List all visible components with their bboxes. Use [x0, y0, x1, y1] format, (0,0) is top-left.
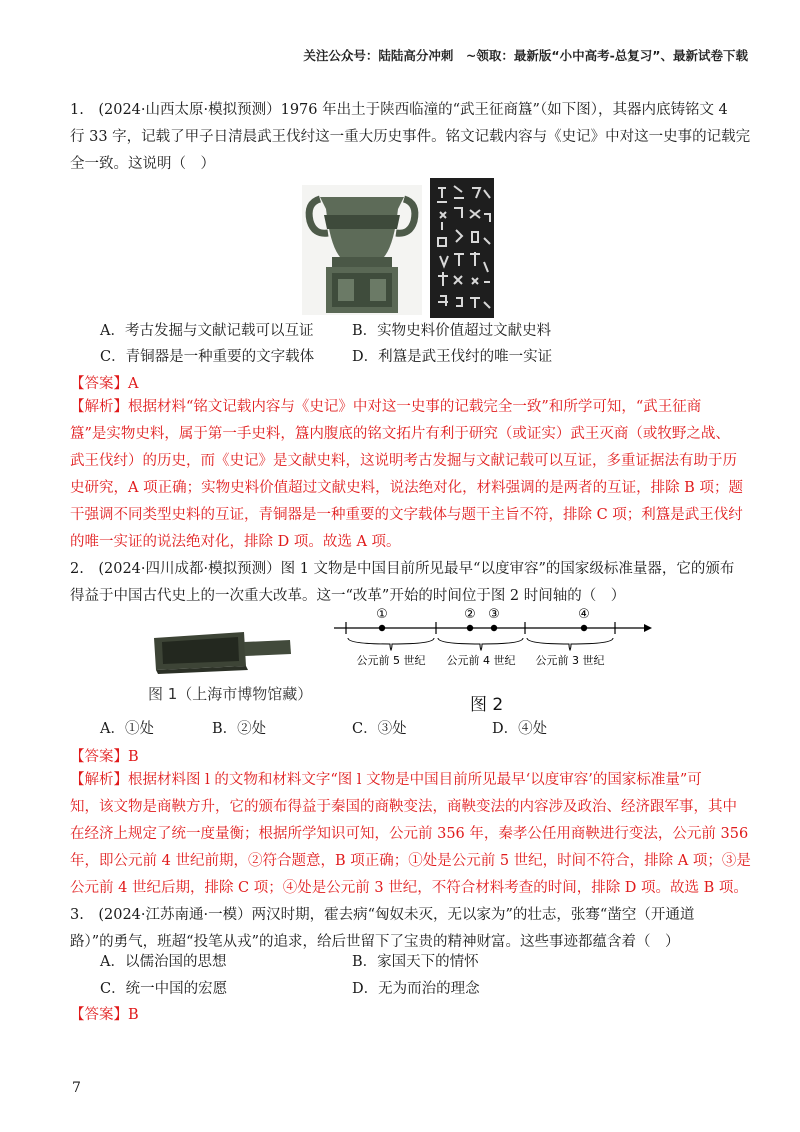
q3-option-c: C．统一中国的宏愿: [100, 981, 228, 997]
q3-answer: 【答案】B: [70, 1007, 139, 1023]
q1-analysis-line-6: 的唯一实证的说法绝对化，排除 D 项。故选 A 项。: [70, 534, 401, 550]
figure-1-caption: 图 1（上海市博物馆藏）: [148, 685, 313, 703]
q1-analysis-line-1: 【解析】根据材料“铭文记载内容与《史记》中对这一史事的记载完全一致”和所学可知，“武王征商: [70, 399, 702, 415]
shang-yang-measure-image: [148, 620, 298, 675]
q2-analysis-line-4: 年，即公元前 4 世纪前期，②符合题意，B 项正确；①处是公元前 5 世纪，时间不符合，排除 A 项；③是: [70, 853, 751, 869]
timeline-marker-2: ②: [464, 607, 476, 622]
q3-stem-line-2: 路）”的勇气，班超“投笔从戎”的追求，给后世留下了宝贵的精神财富。这些事迹都蕴含着（ ）: [70, 934, 680, 950]
q2-option-a: A．①处: [100, 721, 154, 737]
timeline-figure: [332, 604, 652, 674]
q2-option-c: C．③处: [352, 721, 407, 737]
q1-analysis-line-3: 武王伐纣）的历史，而《史记》是文献史料，这说明考古发掘与文献记载可以互证，多重证据法有助于历: [70, 453, 737, 469]
timeline-marker-4: ④: [578, 607, 590, 622]
timeline-segment-2: 公元前 4 世纪: [446, 654, 516, 667]
q3-stem-line-1: 3. (2024·江苏南通·一模）两汉时期，霍去病“匈奴未灭，无以家为”的壮志，张骞“凿空（开通道: [70, 907, 695, 923]
q1-analysis-line-4: 史研究，A 项正确；实物史料价值超过文献史料，说法绝对化，材料强调的是两者的互证，排除 B 项；题: [70, 480, 743, 496]
inscription-rubbing-image: [430, 178, 494, 318]
q1-stem-line-1: 1. (2024·山西太原·模拟预测）1976 年出土于陕西临潼的“武王征商簋”（如下图），其器内底铸铭文 4: [70, 102, 728, 118]
q1-analysis-line-5: 干强调不同类型史料的互证，青铜器是一种重要的文字载体与题干主旨不符，排除 C 项；利簋是武王伐纣: [70, 507, 743, 523]
q2-answer: 【答案】B: [70, 749, 139, 765]
q2-analysis-line-5: 公元前 4 世纪后期，排除 C 项；④处是公元前 3 世纪，不符合材料考查的时间，排除 D 项。故选 B 项。: [70, 880, 748, 896]
q1-option-b: B．实物史料价值超过文献史料: [352, 323, 552, 339]
q1-option-a: A．考古发掘与文献记载可以互证: [100, 323, 314, 339]
q1-stem-line-3: 全一致。这说明（ ）: [70, 156, 215, 172]
q2-stem-line-2: 得益于中国古代史上的一次重大改革。这一“改革”开始的时间位于图 2 时间轴的（ ）: [70, 588, 626, 604]
q2-analysis-line-2: 知，该文物是商鞅方升，它的颁布得益于秦国的商鞅变法，商鞅变法的内容涉及政治、经济跟军事，其中: [70, 799, 737, 815]
q2-analysis-line-3: 在经济上规定了统一度量衡；根据所学知识可知，公元前 356 年，秦孝公任用商鞅进行变法，公元前 356: [70, 826, 749, 842]
q2-option-d: D．④处: [492, 721, 548, 737]
q1-analysis-line-2: 簋”是实物史料，属于第一手史料，簋内腹底的铭文拓片有利于研究（或证实）武王灭商（或牧野之战、: [70, 426, 730, 442]
q3-option-b: B．家国天下的情怀: [352, 954, 479, 970]
q1-answer: 【答案】A: [70, 376, 139, 392]
timeline-marker-3: ③: [488, 607, 500, 622]
page-number: 7: [72, 1080, 81, 1096]
bronze-gui-vessel-image: [302, 185, 422, 315]
timeline-segment-3: 公元前 3 世纪: [535, 654, 605, 667]
q2-analysis-line-1: 【解析】根据材料图 l 的文物和材料文字“图 l 文物是中国目前所见最早‘以度审容’的国家标准量”可: [70, 772, 702, 788]
q3-option-d: D．无为而治的理念: [352, 981, 480, 997]
figure-2-caption: 图 2: [470, 695, 504, 715]
q1-option-c: C．青铜器是一种重要的文字载体: [100, 349, 315, 365]
q1-stem-line-2: 行 33 字，记载了甲子日清晨武王伐纣这一重大历史事件。铭文记载内容与《史记》中对这一史事的记载完: [70, 129, 751, 145]
q2-option-b: B．②处: [212, 721, 267, 737]
page-header: 关注公众号：陆陆高分冲刺 ~领取：最新版“小中高考-总复习”、最新试卷下载: [303, 48, 748, 63]
q1-option-d: D．利簋是武王伐纣的唯一实证: [352, 349, 553, 365]
timeline-segment-1: 公元前 5 世纪: [356, 654, 426, 667]
timeline-marker-1: ①: [376, 607, 388, 622]
q2-stem-line-1: 2. (2024·四川成都·模拟预测）图 1 文物是中国目前所见最早“以度审容”的国家级标准量器，它的颁布: [70, 561, 735, 577]
q3-option-a: A．以儒治国的思想: [100, 954, 227, 970]
